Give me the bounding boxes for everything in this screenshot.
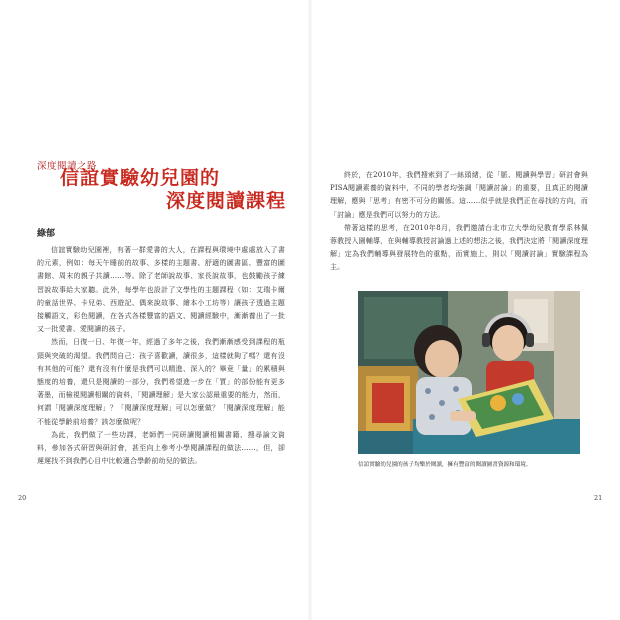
author-byline: 綠郁: [37, 229, 56, 239]
body-paragraph: 為此，我們做了一些功課，老師們一同研讀閱讀相關書籍、搜尋論文資料，參加各式研習與研討會，甚至向上參考小學閱讀課程的做法……，但，卻遲遲找不到我們心目中比較適合學齡前幼兒的做法。: [37, 430, 285, 466]
title-line-1: 信誼實驗幼兒園的: [60, 167, 221, 189]
article-title: [60, 167, 300, 213]
left-body-column: [37, 244, 285, 468]
photo-illustration: [358, 291, 580, 454]
page-number-left: 20: [18, 494, 27, 502]
right-page: [310, 0, 620, 620]
title-line-2: 深度閱讀課程: [165, 190, 286, 212]
body-paragraph: 帶著這樣的思考，在2010年8月，我們邀請台北市立大學幼兒教育學系林佩蓉教授入園輔導，在與輔導教授討論過上述的想法之後，我們決定將「閱讀深度理解」定為我們輔導與發展特色的重點，而實施上，則以「閱讀討論」實驗課程為主。: [330, 223, 588, 272]
body-paragraph: 終於，在2010年，我們搜索到了一絲頭緒，從「脈、閱讀與學習」研討會與PISA閱讀素養的資料中，不同的學者均強調「閱讀討論」的重要，且真正的閱讀理解，應與「思考」有密不可分的關係。這……似乎就是我們正在尋找的方向，而「討論」應是我們可以努力的方法。: [330, 171, 588, 219]
photo-caption: 信誼實驗幼兒園的孩子均樂於閱讀，擁有豐富的閱讀圖書資源和環境。: [358, 462, 532, 468]
body-paragraph: 信誼實驗幼兒園裡，有著一群愛書的大人，在課程與環境中處處放入了書的元素，例如：每天午睡前的故事、多樣的主題書、舒適的圖書區、豐富的圖書館、周末的親子共讀……等。除了老師說故事、家長說故事，也鼓勵孩子練習說故事給大家聽。此外，每學年也設計了文學性的主題課程（如：艾瑞卡爾的童話世界、卡兒弟、西遊記、偶來說故事、繪本小工坊等）讓孩子透過主題接觸語文，彩色閱讀，在各式各樣豐富的語文、閱讀經驗中，漸漸養出了一批又一批愛書、愛閱讀的孩子。: [37, 246, 285, 334]
section-kicker: 深度閱讀之路: [37, 161, 98, 172]
page-number-right: 21: [594, 494, 603, 502]
children-reading-photo: [358, 291, 580, 454]
right-body-column: [330, 169, 588, 275]
body-paragraph: 然而，日復一日、年復一年，經過了多年之後，我們漸漸感受到課程的瓶頸與突破的渴望。我們問自己：孩子喜歡讀，讀很多，這樣就夠了嗎？還有沒有其他的可能？還有沒有什麼是我們可以精進、深入的？畢竟「量」的累積與態度的培養，還只是閱讀的一部分，我們希望進一步在「質」的部份能有更多著墨，而檢視閱讀相關的資料，「閱讀理解」是大家公認最重要的能力，然而，何謂「閱讀深度理解」？「閱讀深度理解」可以怎麼做？「閱讀深度理解」能不能從學齡前培養？該怎麼做呢？: [37, 338, 285, 426]
